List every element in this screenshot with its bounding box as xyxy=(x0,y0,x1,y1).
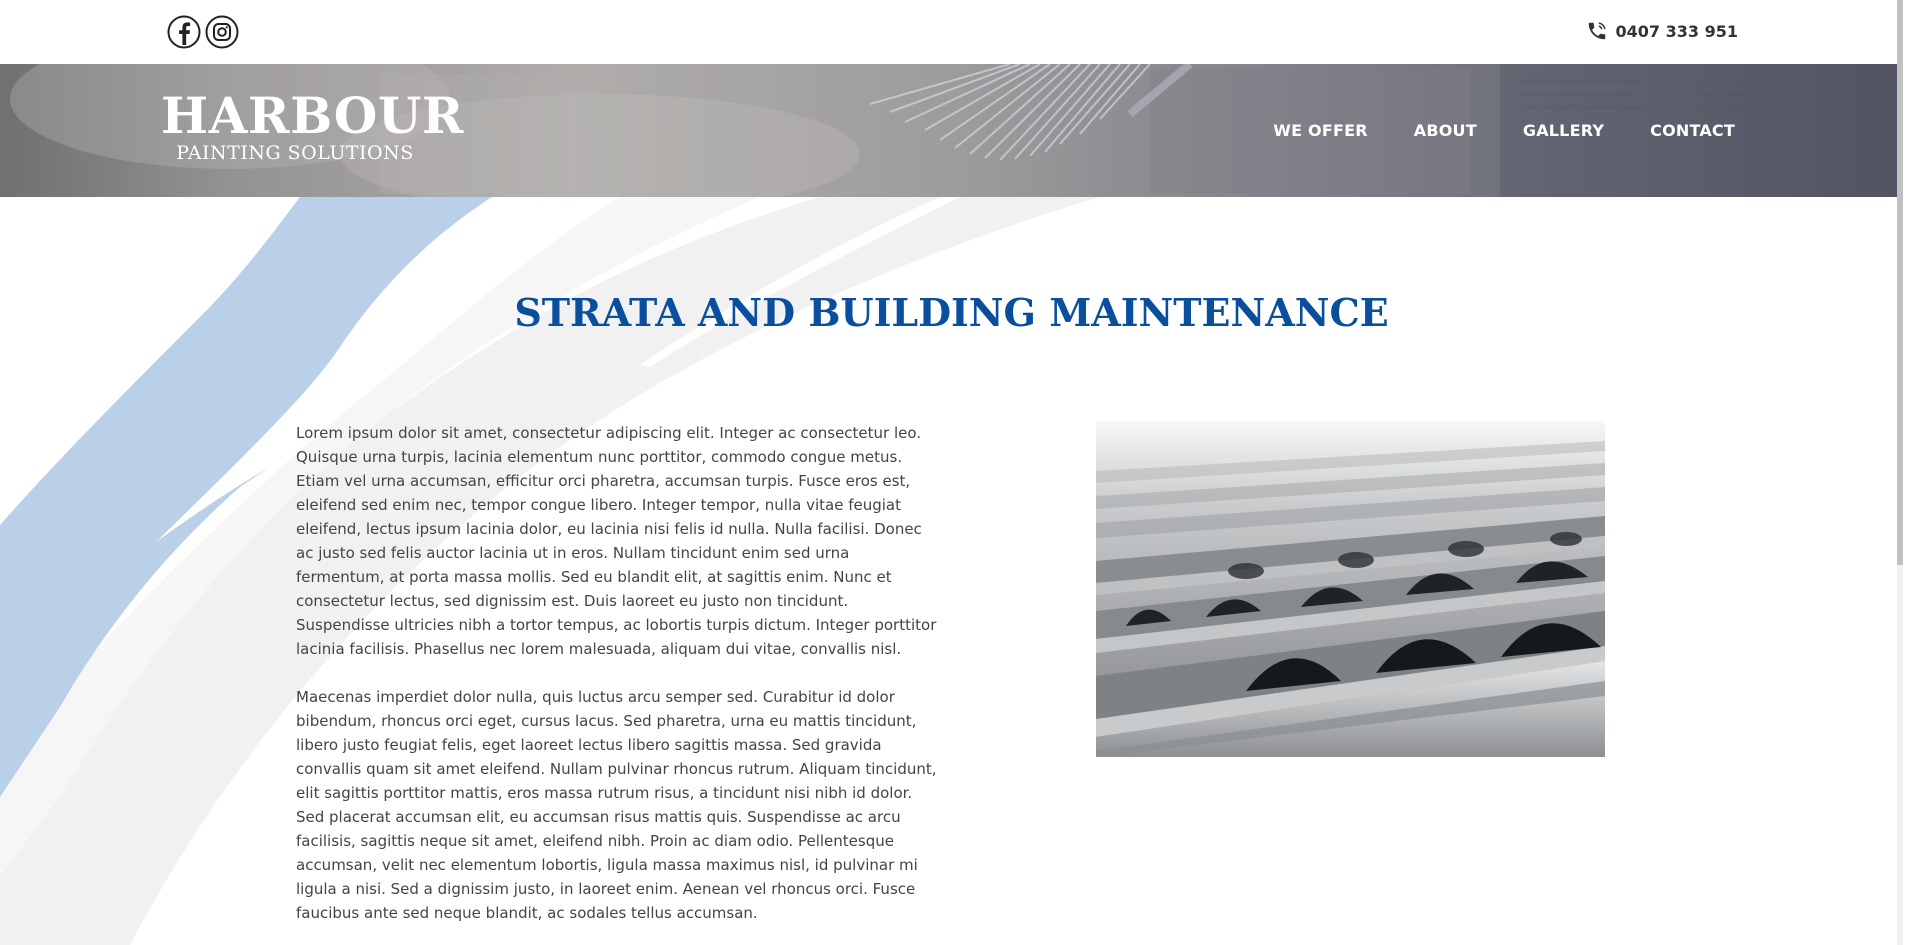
main-nav xyxy=(1273,121,1735,140)
nav-gallery[interactable]: GALLERY xyxy=(1522,121,1605,140)
page-title: STRATA AND BUILDING MAINTENANCE xyxy=(514,290,1389,335)
logo-title: HARBOUR xyxy=(161,86,464,145)
nav-about[interactable]: ABOUT xyxy=(1413,121,1477,140)
logo-subtitle: PAINTING SOLUTIONS xyxy=(176,142,414,164)
paragraph-1: Lorem ipsum dolor sit amet, consectetur adipiscing elit. Integer ac consectetur leo. Quisque urna turpis, lacinia elementum nunc porttitor, commodo congue metus. Etiam vel urna accumsan, efficitur orci pharetra, accumsan turpis. Fusce eros est, eleifend sed enim nec, tempor congue libero. Integer tempor, nulla vitae feugiat eleifend, lectus ipsum lacinia dolor, eu lacinia nisi felis id nulla. Nulla facilisi. Donec ac justo sed felis auctor lacinia ut in eros. Nullam tincidunt enim sed urna fermentum, at porta massa mollis. Sed eu blandit elit, at sagittis enim. Nunc et consectetur lectus, sed dignissim est. Duis laoreet eu justo non tincidunt. Suspendisse ultricies nibh a tortor tempus, ac lobortis turpis dictum. Integer porttitor lacinia facilisis. Phasellus nec lorem malesuada, aliquam dui vitae, convallis nisl. xyxy=(296,424,937,658)
scrollbar-thumb[interactable] xyxy=(1897,0,1903,565)
scrollbar[interactable] xyxy=(1897,0,1903,945)
phone-number[interactable]: 0407 333 951 xyxy=(1615,21,1738,41)
content-text xyxy=(296,421,941,945)
social-links xyxy=(167,15,239,49)
instagram-icon[interactable] xyxy=(205,15,239,49)
roof-image-drawing xyxy=(1096,421,1605,757)
phone-contact[interactable] xyxy=(1586,20,1738,42)
header-banner xyxy=(0,64,1903,197)
paragraph-2: Maecenas imperdiet dolor nulla, quis luctus arcu semper sed. Curabitur id dolor bibendum, rhoncus orci eget, cursus lacus. Sed pharetra, urna eu mattis tincidunt, libero justo feugiat felis, eget laoreet lectus libero sagittis massa. Sed gravida convallis quam sit amet eleifend. Nullam pulvinar rhoncus rutrum. Aliquam tincidunt, elit sagittis porttitor mattis, eros massa rutrum risus, a tincidunt nisi nibh id dolor. Sed placerat accumsan elit, eu accumsan risus mattis quis. Suspendisse ac arcu facilisis, sagittis neque sit amet, eleifend nibh. Proin ac diam odio. Pellentesque accumsan, velit nec elementum lobortis, ligula massa maximus nisl, id pulvinar mi ligula a nisi. Sed a dignissim justo, in laoreet enim. Aenean vel rhoncus orci. Fusce faucibus ante sed neque blandit, ac sodales tellus accumsan. xyxy=(296,688,937,922)
facebook-icon[interactable] xyxy=(167,15,201,49)
phone-icon xyxy=(1586,20,1608,42)
top-bar xyxy=(0,0,1903,64)
nav-contact[interactable]: CONTACT xyxy=(1650,121,1735,140)
metal-roof-photo xyxy=(1096,421,1605,757)
nav-we-offer[interactable]: WE OFFER xyxy=(1273,121,1368,140)
site-logo[interactable] xyxy=(161,86,464,164)
